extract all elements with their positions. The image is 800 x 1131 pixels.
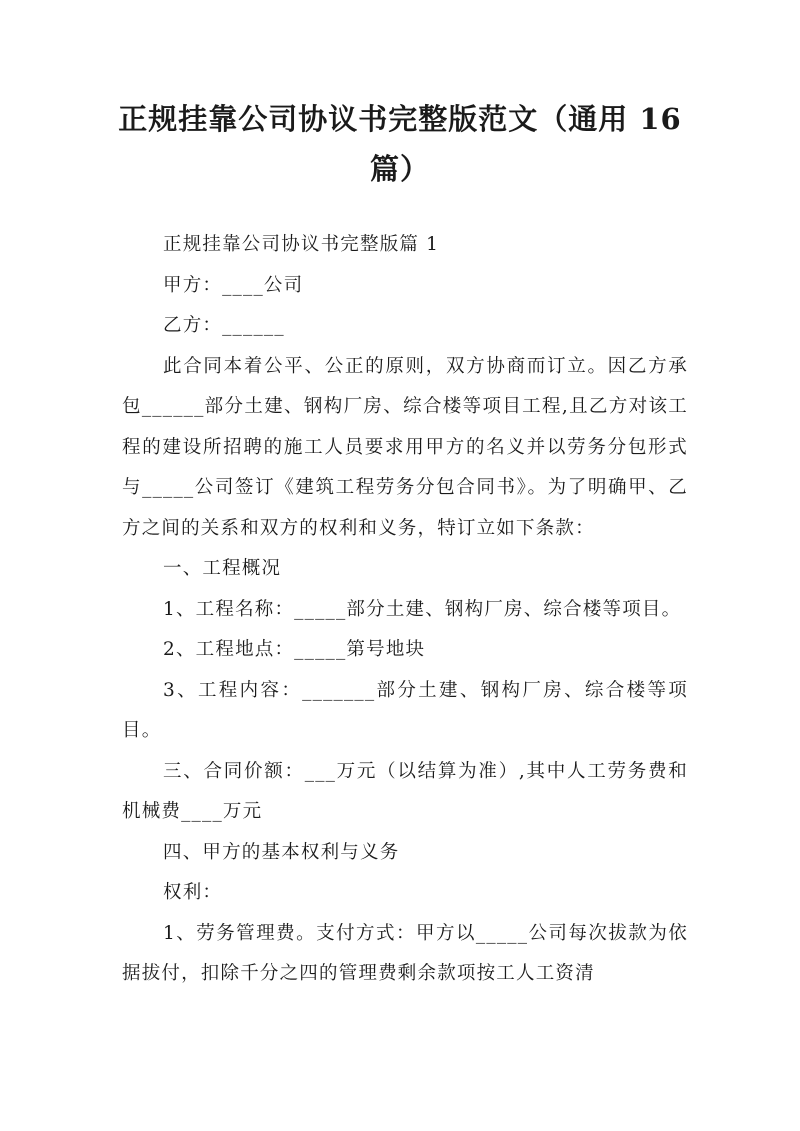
project-location-item: 2、工程地点：_____第号地块	[163, 639, 426, 660]
project-content-item: 3、工程内容：_______部分土建、钢构厂房、综合楼等项目。	[122, 679, 688, 741]
preamble-paragraph: 此合同本着公平、公正的原则，双方协商而订立。因乙方承包______部分土建、钢构厂房、综合楼等项目工程,且乙方对该工程的建设所招聘的施工人员要求用甲方的名义并以劳务分包形式与_____公司签订《建筑工程劳务分包合同书》。为了明确甲、乙方之间的关系和双方的权利和义务，特订立如下条款：	[122, 355, 688, 539]
party-a-line: 甲方：____公司	[163, 274, 304, 296]
party-b-line: 乙方：______	[163, 315, 285, 336]
document-body	[122, 225, 688, 995]
contract-price-item: 三、合同价额：___万元（以结算为准）,其中人工劳务费和机械费____万元	[122, 760, 688, 822]
section-heading: 正规挂靠公司协议书完整版篇 1	[163, 234, 440, 255]
party-a-rights-heading: 四、甲方的基本权利与义务	[163, 841, 400, 863]
management-fee-item: 1、劳务管理费。支付方式：甲方以_____公司每次拔款为依据拔付，扣除千分之四的管理费剩余款项按工人工资清	[122, 922, 688, 984]
rights-label: 权利：	[163, 882, 223, 903]
project-name-item: 1、工程名称：_____部分土建、钢构厂房、综合楼等项目。	[163, 598, 682, 620]
document-title: 正规挂靠公司协议书完整版范文（通用 16 篇）	[118, 102, 682, 186]
project-overview-heading: 一、工程概况	[163, 558, 282, 579]
